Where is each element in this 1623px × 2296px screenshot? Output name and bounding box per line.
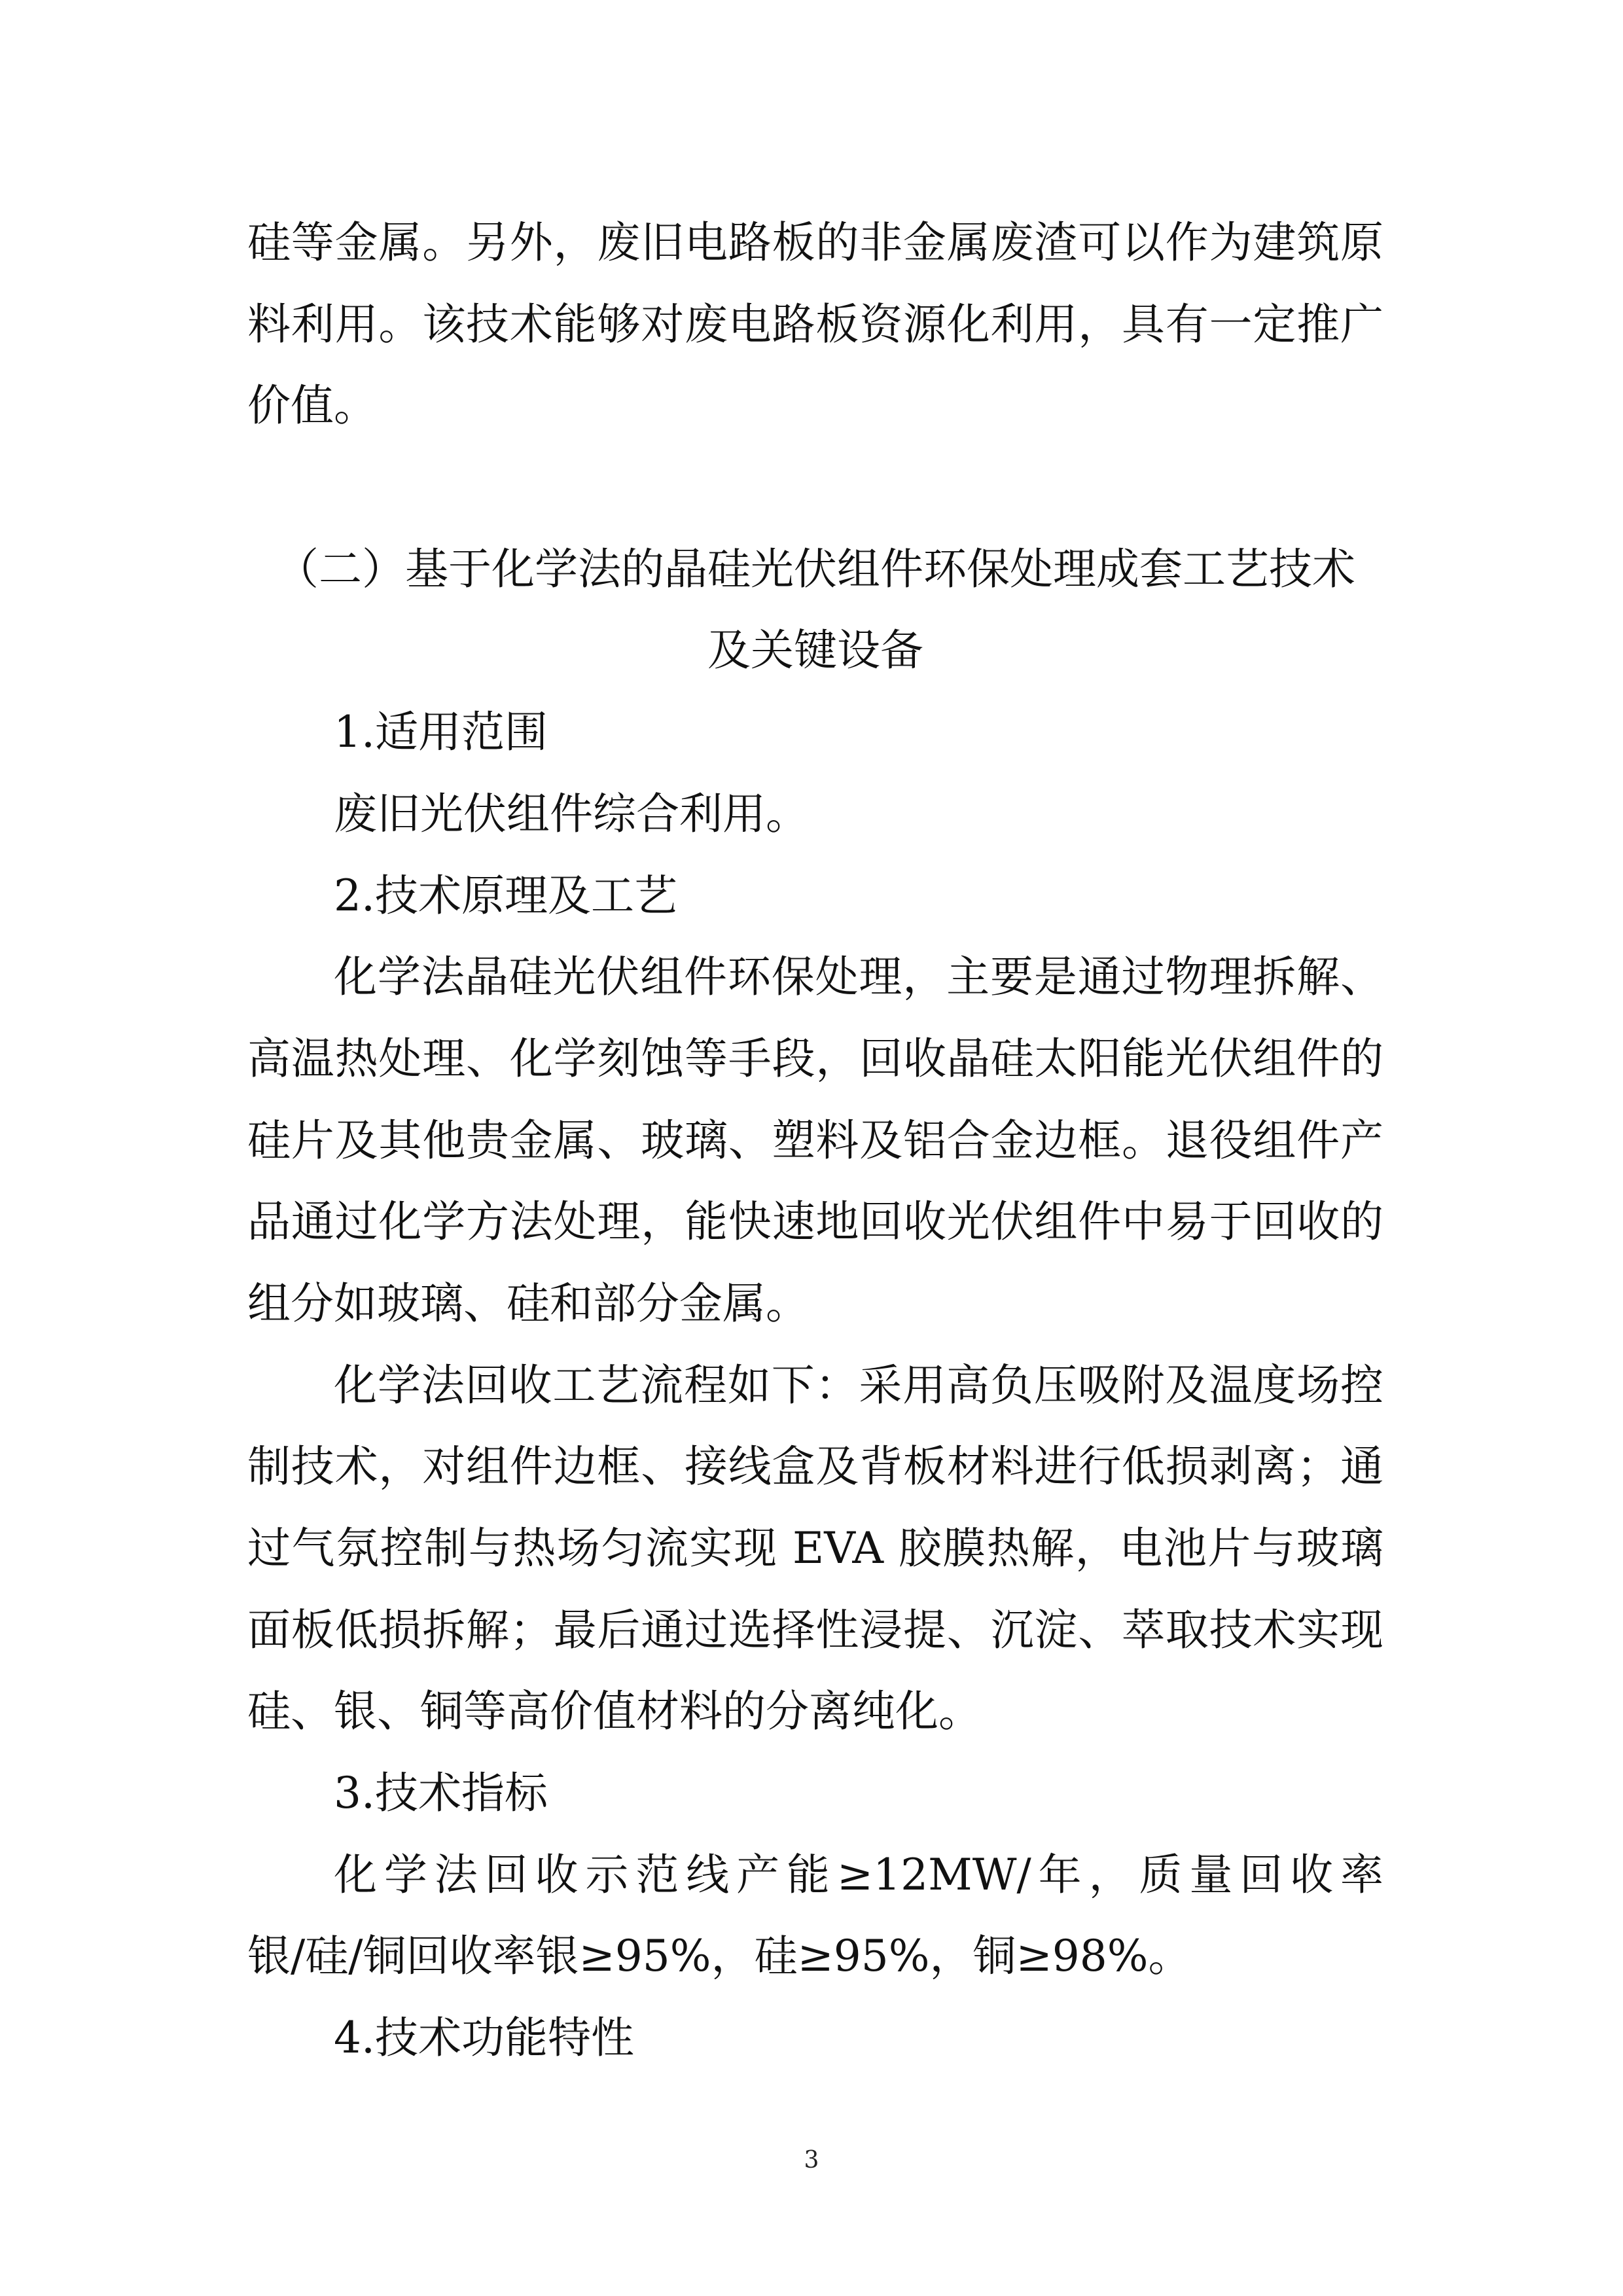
subsection-heading: 3.技术指标 (334, 1768, 548, 1819)
paragraph-line: 过气氛控制与热场匀流实现 EVA 胶膜热解，电池片与玻璃 (247, 1523, 1383, 1573)
paragraph-line: 面板低损拆解；最后通过选择性浸提、沉淀、萃取技术实现 (247, 1604, 1383, 1655)
subsection-heading: 2.技术原理及工艺 (334, 870, 677, 921)
paragraph-line: 银/硅/铜回收率银≥95%，硅≥95%，铜≥98%。 (247, 1931, 1192, 1982)
page-number: 3 (804, 2147, 819, 2174)
subsection-heading: 4.技术功能特性 (334, 2013, 634, 2064)
paragraph-line: 高温热处理、化学刻蚀等手段，回收晶硅太阳能光伏组件的 (247, 1033, 1383, 1084)
subsection-heading: 1.适用范围 (334, 707, 548, 758)
blank-line (247, 447, 1383, 529)
paragraph-line: 品通过化学方法处理，能快速地回收光伏组件中易于回收的 (247, 1196, 1383, 1247)
document-body (247, 202, 1383, 2079)
section-heading-line: 及关键设备 (707, 625, 923, 676)
paragraph-line: 化学法晶硅光伏组件环保处理，主要是通过物理拆解、 (334, 952, 1383, 1003)
section-heading-line: （二）基于化学法的晶硅光伏组件环保处理成套工艺技术 (276, 543, 1355, 594)
paragraph-line: 化学法回收示范线产能≥12MW/年，质量回收率 (334, 1849, 1383, 1900)
paragraph-line: 价值。 (247, 380, 377, 431)
paragraph-line: 化学法回收工艺流程如下：采用高负压吸附及温度场控 (334, 1359, 1383, 1410)
paragraph-line: 硅、银、铜等高价值材料的分离纯化。 (247, 1686, 982, 1737)
paragraph-line: 制技术，对组件边框、接线盒及背板材料进行低损剥离；通 (247, 1441, 1383, 1492)
paragraph-line: 组分如玻璃、硅和部分金属。 (247, 1278, 809, 1329)
paragraph-line: 硅等金属。另外，废旧电路板的非金属废渣可以作为建筑原 (247, 217, 1383, 268)
paragraph-line: 料利用。该技术能够对废电路板资源化利用，具有一定推广 (247, 298, 1383, 350)
paragraph-line: 硅片及其他贵金属、玻璃、塑料及铝合金边框。退役组件产 (247, 1115, 1383, 1166)
paragraph-line: 废旧光伏组件综合利用。 (334, 788, 809, 839)
